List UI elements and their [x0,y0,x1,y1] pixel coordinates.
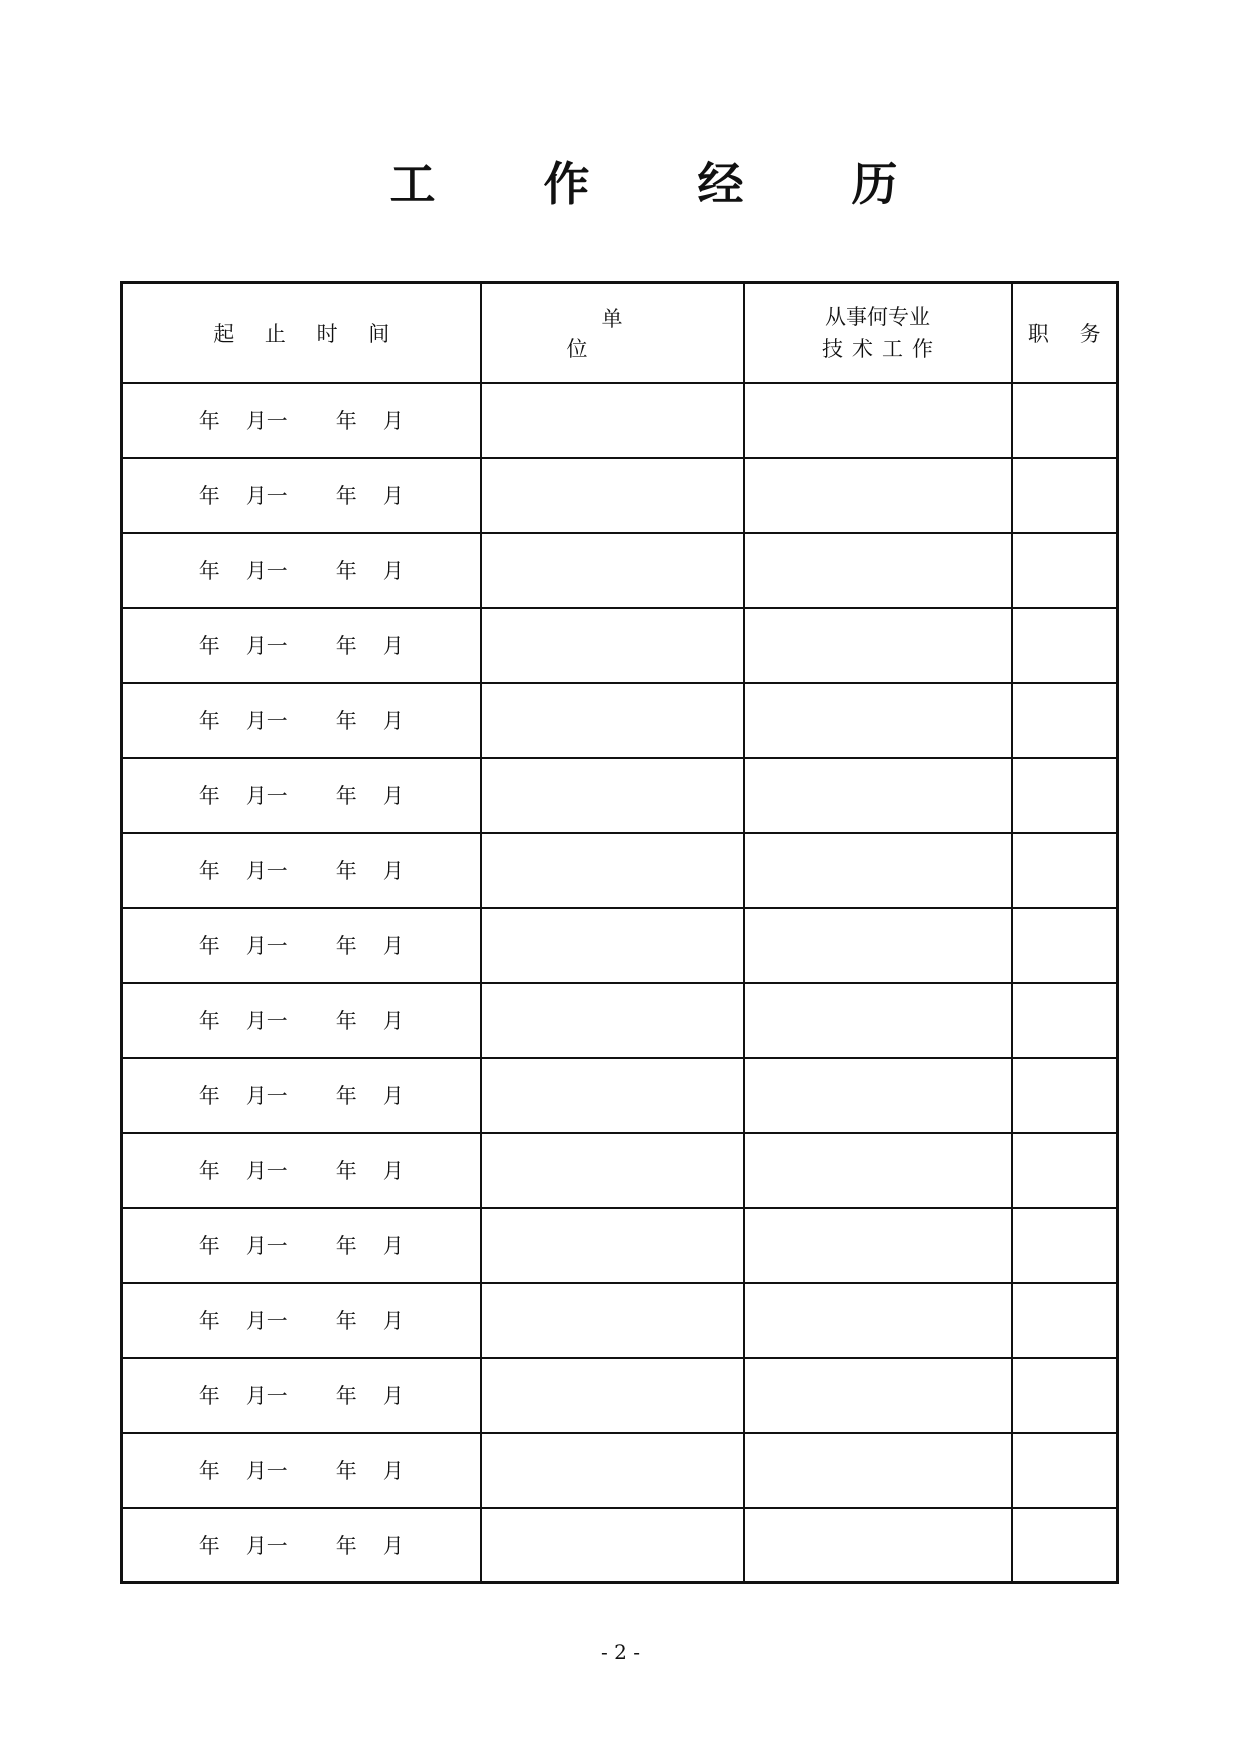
unit-cell[interactable] [481,833,744,908]
end-year-label: 年 [335,859,357,883]
unit-cell[interactable] [481,458,744,533]
technical-work-cell[interactable] [744,458,1012,533]
start-month-label: 月一 [245,1309,288,1333]
unit-cell[interactable] [481,758,744,833]
end-month-label: 月 [382,1084,404,1108]
header-period: 起 止 时 间 [122,283,481,383]
header-technical-work [744,283,1012,383]
start-month-label: 月一 [245,634,288,658]
end-year-label: 年 [335,1459,357,1483]
table-row [122,1208,1118,1283]
end-year-label: 年 [335,1384,357,1408]
table-row [122,533,1118,608]
unit-cell[interactable] [481,1058,744,1133]
technical-work-cell[interactable] [744,833,1012,908]
technical-work-cell[interactable] [744,1283,1012,1358]
end-year-label: 年 [335,634,357,658]
header-unit: 单 位 [481,283,744,383]
start-month-label: 月一 [245,409,288,433]
end-month-label: 月 [382,1309,404,1333]
start-month-label: 月一 [245,1384,288,1408]
end-month-label: 月 [382,1533,404,1558]
end-month-label: 月 [382,634,404,658]
end-year-label: 年 [335,784,357,808]
period-cell[interactable] [122,1283,481,1358]
unit-cell[interactable] [481,983,744,1058]
end-month-label: 月 [382,1009,404,1033]
start-month-label: 月一 [245,1533,288,1558]
position-cell[interactable] [1012,1133,1118,1208]
position-cell[interactable] [1012,383,1118,458]
end-month-label: 月 [382,784,404,808]
unit-cell[interactable] [481,608,744,683]
table-row [122,1133,1118,1208]
end-month-label: 月 [382,1159,404,1183]
start-year-label: 年 [198,1533,220,1558]
start-month-label: 月一 [245,709,288,733]
unit-cell[interactable] [481,1508,744,1583]
position-cell[interactable] [1012,1358,1118,1433]
start-month-label: 月一 [245,1159,288,1183]
unit-cell[interactable] [481,1208,744,1283]
table-row [122,608,1118,683]
start-month-label: 月一 [245,859,288,883]
start-month-label: 月一 [245,559,288,583]
start-year-label: 年 [198,484,220,508]
unit-cell[interactable] [481,1133,744,1208]
position-cell[interactable] [1012,1508,1118,1583]
end-year-label: 年 [335,1159,357,1183]
technical-work-cell[interactable] [744,1058,1012,1133]
header-row [122,283,1118,383]
period-cell[interactable] [122,458,481,533]
start-month-label: 月一 [245,934,288,958]
table-row [122,758,1118,833]
technical-work-cell[interactable] [744,683,1012,758]
technical-work-cell[interactable] [744,983,1012,1058]
end-year-label: 年 [335,1234,357,1258]
period-cell[interactable] [122,383,481,458]
technical-work-cell[interactable] [744,1508,1012,1583]
table-row [122,683,1118,758]
start-year-label: 年 [198,934,220,958]
position-cell[interactable] [1012,983,1118,1058]
work-experience-table [120,281,1119,1584]
position-cell[interactable] [1012,1058,1118,1133]
period-cell[interactable] [122,1133,481,1208]
start-year-label: 年 [198,559,220,583]
end-year-label: 年 [335,559,357,583]
position-cell[interactable] [1012,1208,1118,1283]
start-month-label: 月一 [245,1084,288,1108]
end-month-label: 月 [382,1384,404,1408]
unit-cell[interactable] [481,683,744,758]
end-year-label: 年 [335,1084,357,1108]
technical-work-cell[interactable] [744,608,1012,683]
table-row [122,1433,1118,1508]
period-cell[interactable] [122,833,481,908]
end-year-label: 年 [335,709,357,733]
start-month-label: 月一 [245,1234,288,1258]
technical-work-cell[interactable] [744,908,1012,983]
unit-cell[interactable] [481,908,744,983]
period-cell[interactable] [122,758,481,833]
end-year-label: 年 [335,484,357,508]
table-row [122,458,1118,533]
start-year-label: 年 [198,1084,220,1108]
start-year-label: 年 [198,1459,220,1483]
end-month-label: 月 [382,1459,404,1483]
unit-cell[interactable] [481,1433,744,1508]
technical-work-cell[interactable] [744,533,1012,608]
table-row [122,833,1118,908]
start-year-label: 年 [198,784,220,808]
period-cell[interactable] [122,1058,481,1133]
period-cell[interactable] [122,1508,481,1583]
unit-cell[interactable] [481,383,744,458]
period-cell[interactable] [122,1433,481,1508]
table-row [122,908,1118,983]
table-row [122,1283,1118,1358]
table-row [122,1358,1118,1433]
unit-cell[interactable] [481,533,744,608]
start-year-label: 年 [198,1234,220,1258]
end-month-label: 月 [382,1234,404,1258]
header-technical-work-line2: 技术工作 [822,336,942,361]
start-year-label: 年 [198,709,220,733]
header-technical-work-line1: 从事何专业 [825,304,930,329]
period-cell[interactable] [122,983,481,1058]
position-cell[interactable] [1012,608,1118,683]
start-month-label: 月一 [245,1009,288,1033]
position-cell[interactable] [1012,908,1118,983]
start-year-label: 年 [198,1159,220,1183]
period-cell[interactable] [122,533,481,608]
position-cell[interactable] [1012,533,1118,608]
table-row [122,1058,1118,1133]
start-year-label: 年 [198,859,220,883]
end-month-label: 月 [382,859,404,883]
page-number: - 2 - [601,1640,640,1664]
end-month-label: 月 [382,484,404,508]
unit-cell[interactable] [481,1283,744,1358]
table-row [122,983,1118,1058]
position-cell[interactable] [1012,833,1118,908]
technical-work-cell[interactable] [744,1208,1012,1283]
position-cell[interactable] [1012,458,1118,533]
end-month-label: 月 [382,409,404,433]
start-year-label: 年 [198,409,220,433]
period-cell[interactable] [122,608,481,683]
technical-work-cell[interactable] [744,758,1012,833]
position-cell[interactable] [1012,1433,1118,1508]
start-year-label: 年 [198,1009,220,1033]
table-row [122,1508,1118,1583]
start-month-label: 月一 [245,784,288,808]
end-year-label: 年 [335,1309,357,1333]
start-year-label: 年 [198,634,220,658]
position-cell[interactable] [1012,683,1118,758]
end-year-label: 年 [335,409,357,433]
start-year-label: 年 [198,1384,220,1408]
position-cell[interactable] [1012,758,1118,833]
period-cell[interactable] [122,1358,481,1433]
period-cell[interactable] [122,683,481,758]
end-month-label: 月 [382,934,404,958]
end-year-label: 年 [335,934,357,958]
end-month-label: 月 [382,559,404,583]
technical-work-cell[interactable] [744,1433,1012,1508]
start-month-label: 月一 [245,484,288,508]
page-title: 工 作 经 历 [389,157,944,211]
end-year-label: 年 [335,1533,357,1558]
unit-cell[interactable] [481,1358,744,1433]
header-position: 职 务 [1012,283,1118,383]
technical-work-cell[interactable] [744,383,1012,458]
end-month-label: 月 [382,709,404,733]
table-row [122,383,1118,458]
technical-work-cell[interactable] [744,1133,1012,1208]
period-cell[interactable] [122,1208,481,1283]
end-year-label: 年 [335,1009,357,1033]
position-cell[interactable] [1012,1283,1118,1358]
period-cell[interactable] [122,908,481,983]
start-month-label: 月一 [245,1459,288,1483]
technical-work-cell[interactable] [744,1358,1012,1433]
start-year-label: 年 [198,1309,220,1333]
